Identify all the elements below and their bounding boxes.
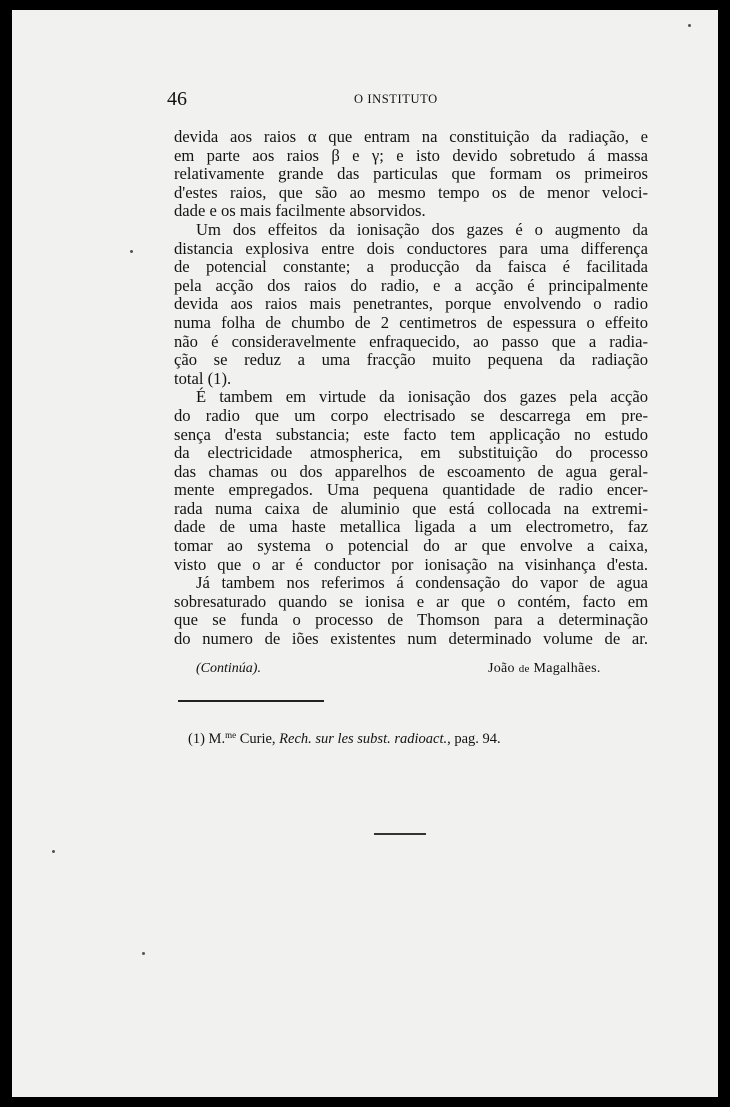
page [12, 10, 718, 1097]
text-line: devida aos raios mais penetrantes, porque envolvendo o radio [174, 294, 648, 314]
paper-speck [52, 850, 55, 853]
paper-speck [130, 250, 133, 253]
text-line: distancia explosiva entre dois conductores para uma differença [174, 238, 648, 258]
footnote [188, 730, 501, 748]
text-line: mente empregados. Uma pequena quantidade de radio encer- [174, 480, 648, 500]
paragraph [174, 574, 648, 648]
text-line: relativamente grande das particulas que formam os primeiros [174, 164, 648, 184]
text-line: pela acção dos raios do radio, e a acção é principalmente [174, 275, 648, 295]
author-first-name: João [488, 661, 515, 676]
footnote-page-ref: , pag. 94. [447, 731, 501, 747]
text-line: Um dos effeitos da ionisação dos gazes é o augmento da [196, 219, 648, 239]
footnote-marker: (1) [188, 731, 205, 747]
footnote-divider [178, 700, 324, 702]
text-line: em parte aos raios β e γ; e isto devido sobretudo á massa [174, 145, 648, 165]
author-particle: de [518, 663, 530, 675]
author-name [488, 661, 601, 677]
text-line: da electricidade atmospherica, em substituição do processo [174, 443, 648, 463]
paragraph [174, 388, 648, 574]
text-line: devida aos raios α que entram na constituição da radiação, e [174, 127, 648, 146]
text-line: não é consideravelmente enfraquecido, ao passo que a radia- [174, 331, 648, 351]
text-line: d'estes raios, que são ao mesmo tempo os de menor veloci- [174, 182, 648, 202]
footnote-author-name: Curie, [236, 731, 280, 747]
paragraph [174, 221, 648, 388]
paper-speck [142, 952, 145, 955]
text-line: tomar ao systema o potencial do ar que envolve a caixa, [174, 536, 648, 556]
text-line: sença d'esta substancia; este facto tem applicação no estudo [174, 424, 648, 444]
text-line: do numero de iões existentes num determinado volume de ar. [174, 629, 648, 649]
text-line: dade de uma haste metallica ligada a um electrometro, faz [174, 517, 648, 537]
text-line: visto que o ar é conductor por ionisação na visinhança d'esta. [174, 554, 648, 574]
paragraph [174, 128, 648, 221]
text-line: das chamas ou dos apparelhos de escoamento de agua geral- [174, 461, 648, 481]
text-line: total (1). [174, 368, 232, 388]
text-line: ção se reduz a uma fracção muito pequena da radiação [174, 350, 648, 370]
page-number: 46 [167, 88, 187, 110]
footnote-work-title: Rech. sur les subst. radioact. [279, 731, 448, 747]
text-line: de potencial constante; a producção da faisca é facilitada [174, 257, 648, 277]
text-line: que se funda o processo de Thomson para a determinação [174, 610, 648, 630]
text-line: Já tambem nos referimos á condensação do vapor de agua [196, 573, 648, 593]
footnote-author-title: M. [208, 731, 226, 747]
text-line: numa folha de chumbo de 2 centimetros de espessura o effeito [174, 312, 648, 332]
footnote-author [209, 731, 280, 747]
paper-speck [688, 24, 691, 27]
text-line: rada numa caixa de aluminio que está collocada na extremi- [174, 498, 648, 518]
end-divider [374, 833, 426, 835]
running-title: O INSTITUTO [354, 92, 438, 106]
continued-note: (Continúa). [196, 661, 261, 676]
text-line: do radio que um corpo electrisado se descarrega em pre- [174, 405, 648, 425]
text-line: É tambem em virtude da ionisação dos gazes pela acção [196, 387, 648, 407]
author-last-name: Magalhães. [533, 661, 601, 676]
footnote-author-title-superscript: me [225, 730, 237, 740]
page-header [12, 88, 718, 112]
text-line: dade e os mais facilmente absorvidos. [174, 201, 426, 221]
article-body [174, 128, 648, 649]
signature-line [196, 661, 628, 681]
text-line: sobresaturado quando se ionisa e ar que o contém, facto em [174, 591, 648, 611]
